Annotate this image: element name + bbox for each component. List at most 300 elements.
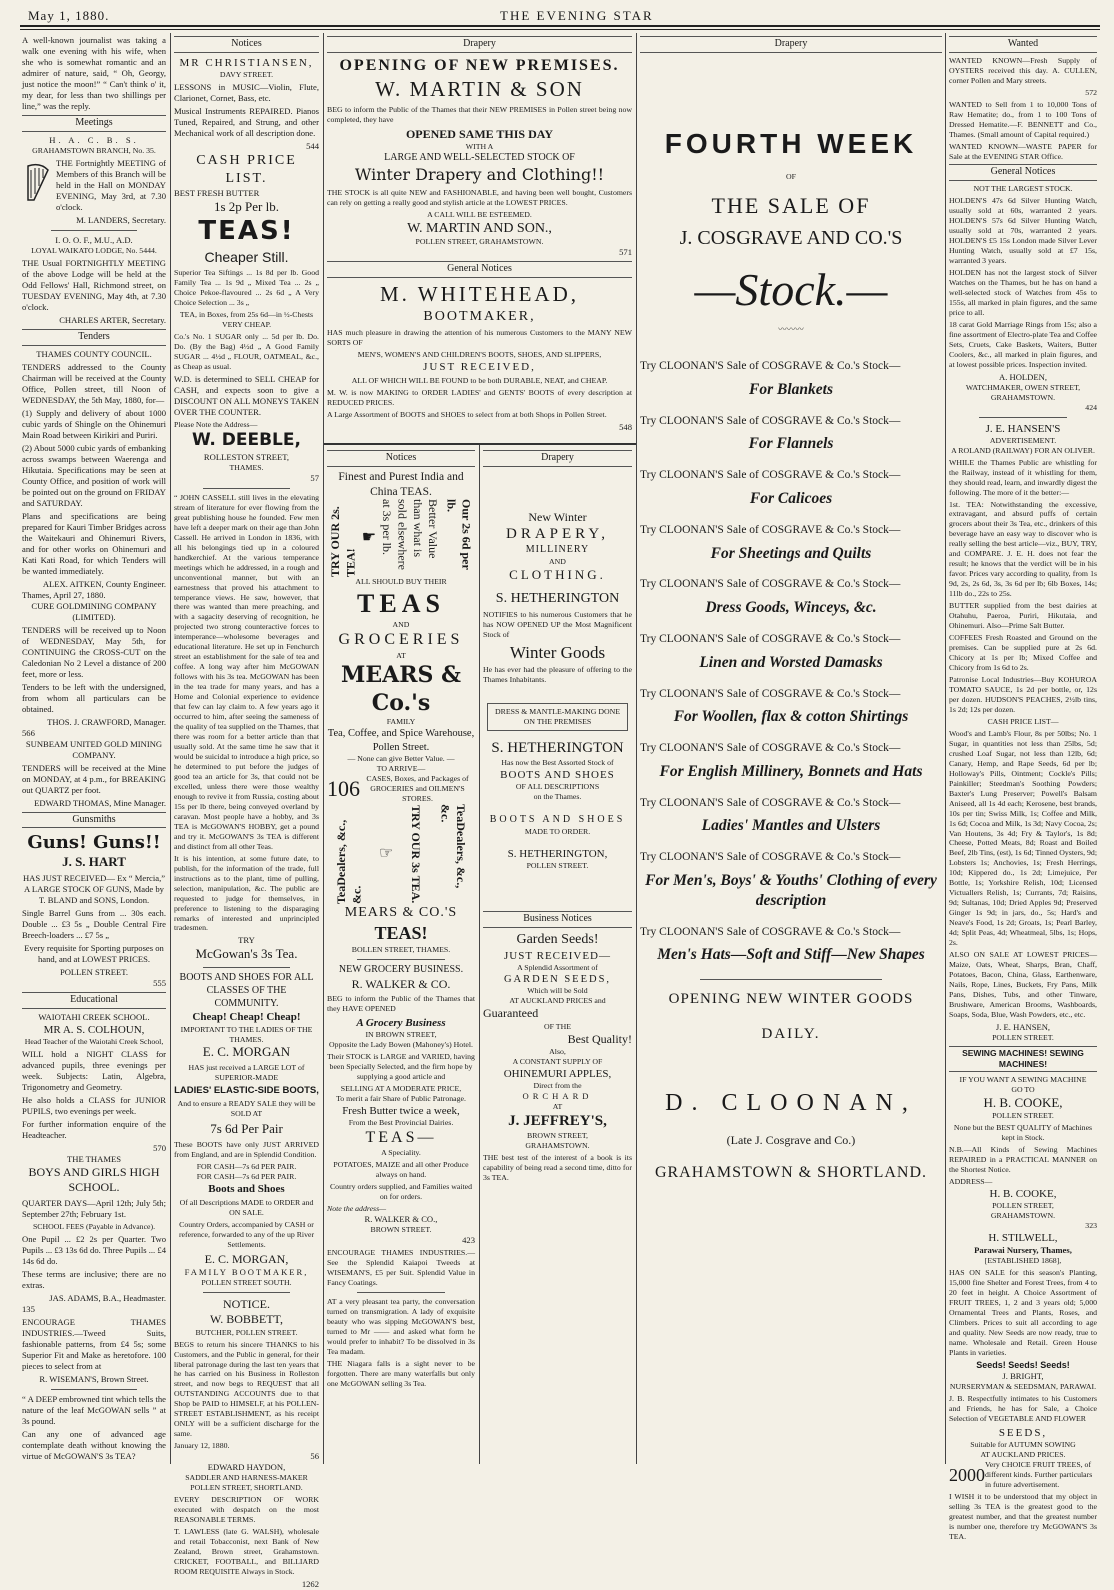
- boots-title: BOOTS AND SHOES FOR ALL CLASSES OF THE COMMUNITY.: [179, 972, 314, 1009]
- tcc-body: TENDERS addressed to the County Chairman will be received at the County Office, Pollen street, till Noon of WEDNESDAY, the 5th May, 1880, for—: [22, 361, 166, 405]
- morgan-sub: FAMILY BOOTMAKER,: [184, 1266, 309, 1277]
- holden-address: WATCHMAKER, OWEN STREET, GRAHAMSTOWN.: [965, 382, 1081, 402]
- bollen-street: BOLLEN STREET, THAMES.: [351, 944, 451, 954]
- divider: [203, 1292, 290, 1293]
- hart-address: POLLEN STREET.: [59, 966, 129, 977]
- christiansen-street: DAVY STREET.: [219, 69, 274, 79]
- whitehead-name: M. WHITEHEAD,: [379, 282, 579, 307]
- large-stock: LARGE AND WELL-SELECTED STOCK OF: [384, 152, 575, 164]
- cooke-town: GRAHAMSTOWN.: [990, 1211, 1056, 1221]
- boys-quarter: QUARTER DAYS—April 12th; July 5th; September 27th; February 1st.: [22, 1197, 166, 1219]
- pollen-street: POLLEN STREET.: [526, 861, 589, 871]
- cure-signature: THOS. J. CRAWFORD, Manager.: [47, 716, 166, 727]
- hacbs-notice: [22, 158, 166, 226]
- encourage-kaiapoi: ENCOURAGE THAMES INDUSTRIES.—See the Splendid Kaiapoi Tweeds at WISEMAN'S, £5 per Suit. Splendid Value in Fancy Coatings.: [327, 1248, 475, 1287]
- call-esteemed: A CALL WILL BE ESTEEMED.: [427, 209, 532, 219]
- divider: [203, 488, 290, 489]
- boys-fees-head: SCHOOL FEES (Payable in Advance).: [32, 1221, 156, 1231]
- try-cloonan-line: Try CLOONAN'S Sale of COSGRAVE & Co.'s Stock—: [640, 414, 901, 427]
- stock-item: For English Millinery, Bonnets and Hats: [659, 762, 923, 780]
- haydon-sub: SADDLER AND HARNESS-MAKER: [185, 1473, 308, 1483]
- hetherington-name: S. HETHERINGTON: [495, 590, 620, 606]
- morgan-body-5: Country Orders, accompanied by CASH or reference, forwarded to any of the up River Settlements.: [178, 1219, 315, 1249]
- section-header-business: Business Notices: [483, 911, 632, 928]
- of-label: OF: [786, 171, 796, 181]
- grocery-business: A Grocery Business: [356, 1016, 446, 1029]
- bobbett-date: January 12, 1880.: [174, 1441, 230, 1451]
- try-label: TRY: [238, 935, 255, 946]
- stock-item: Men's Hats—Soft and Stiff—New Shapes: [657, 946, 925, 964]
- stilwell-est: [ESTABLISHED 1868],: [984, 1256, 1062, 1266]
- none-better: — None can give Better Value. —: [347, 754, 455, 764]
- ad-number: 572: [1085, 87, 1097, 97]
- stilwell-body: HAS ON SALE for this season's Planting, 15,000 fine Shelter and Forest Trees, from 4 to 20 feet in height. A Choice Assortment of FRUIT TREES, 1, 2 and 3 years old; 5,000 Ornamental Trees and Plants, Roses, and Climbers. Prices to suit all according to age and quality. New Seeds are now ready, true to name. Wholesale and Retail. Green House Plants in varieties.: [949, 1268, 1097, 1357]
- section-header-educational: Educational: [22, 992, 166, 1009]
- holden-body: HOLDEN'S 47s 6d Silver Hunting Watch, usually sold at 60s, warranted 2 years. HOLDEN'S 57s 6d Silver Hunting Watch, usually sold at 70s, warranted 2 years. HOLDEN'S £5 15s London made Silver Lever Hunting Watch, usually sold at £7 15s, warranted 3 years.: [949, 196, 1097, 266]
- hansen-body-4: COFFEES Fresh Roasted and Ground on the premises. Can be supplied pure at 2s 6d. Chicory at 1s per lb; Mixed Coffee and Chicory from 1s 6d to 2s.: [949, 633, 1097, 673]
- grocery-title: NEW GROCERY BUSINESS.: [338, 963, 464, 975]
- haydon-name: EDWARD HAYDON,: [207, 1462, 286, 1473]
- boys-title-2: BOYS AND GIRLS HIGH SCHOOL.: [28, 1164, 160, 1195]
- deep-tint-body: “ A DEEP embrowned tint which tells the nature of the leaf McGOWAN sells ” at 3s pound.: [22, 1393, 166, 1426]
- tea-price-list: Superior Tea Siftings ... 1s 8d per lb. Good Family Tea ... 1s 9d „ Mixed Tea ... 2s „ Choice Pekoe-flavoured ... 2s 6d „ A Very Choice Selection ... 3s „: [174, 268, 319, 308]
- stock-item: Dress Goods, Winceys, &c.: [705, 599, 877, 617]
- clothing: CLOTHING.: [509, 567, 606, 583]
- bobbett-sub: BUTCHER, POLLEN STREET.: [195, 1327, 298, 1337]
- just-received: JUST RECEIVED,: [423, 360, 536, 373]
- ad-number: 424: [1085, 402, 1097, 412]
- column-divider: [170, 33, 171, 1464]
- hacbs-body: THE Fortnightly MEETING of Members of this Branch will be held in the Hall on MONDAY EVENING, May 3rd, at 7.30 o'clock.: [56, 157, 166, 212]
- opposite-hotel: Opposite the Lady Bowen (Mahoney's) Hotel.: [329, 1039, 473, 1049]
- hansen-body: WHILE the Thames Public are whistling for the Railway, instead of it whistling for them, they should read, learn, and inwardly digest the following. The more of it the better:—: [949, 457, 1097, 497]
- morgan-address: POLLEN STREET SOUTH.: [201, 1277, 292, 1287]
- ioof-lodge: LOYAL WAIKATO LODGE, No. 5444.: [31, 245, 157, 255]
- ad-number: 135: [22, 1303, 35, 1314]
- hansen-sub: ADVERTISEMENT.: [989, 435, 1057, 445]
- whitehead-body-5: A Large Assortment of BOOTS and SHOES to select from at both Shops in Pollen Street.: [327, 409, 607, 419]
- pleasure: He has ever had the pleasure of offering to the Thames Inhabitants.: [483, 665, 632, 685]
- hetherington-name-2: S. HETHERINGTON: [491, 740, 624, 757]
- whitehead-body: HAS much pleasure in drawing the attention of his numerous Customers to the MANY NEW SORTS OF: [327, 328, 632, 347]
- column-1: [22, 33, 166, 1464]
- with-a: WITH A: [465, 142, 494, 152]
- divider: [979, 417, 1068, 418]
- stock-item: For Calicoes: [749, 490, 833, 508]
- tcc-plans: Plans and specifications are being prepared for Kauri Timber Bridges across the Waitekauri and Ohinemuri Rivers, and for other works on Ohinemuri and Kati Kati Road, for which Tenders will be wanted immediately.: [22, 510, 166, 576]
- harp-emblem-icon: [22, 160, 52, 204]
- has-now: Has now the Best Assorted Stock of: [501, 758, 614, 768]
- holden-name: A. HOLDEN,: [999, 371, 1047, 382]
- try-cloonan-line: Try CLOONAN'S Sale of COSGRAVE & Co.'s Stock—: [640, 925, 901, 938]
- christiansen-body: LESSONS in MUSIC—Violin, Flute, Clarionet, Cornet, Bass, etc.: [174, 81, 319, 103]
- ad-number: 1262: [301, 1578, 319, 1589]
- colhoun-sub: Head Teacher of the Waiotahi Creek School,: [24, 1036, 164, 1046]
- try-cloonan-line: Try CLOONAN'S Sale of COSGRAVE & Co.'s Stock—: [640, 578, 901, 591]
- cooke-street: POLLEN STREET,: [992, 1201, 1054, 1211]
- tcc-title: THAMES COUNTY COUNCIL.: [36, 348, 152, 359]
- column-2: [174, 33, 319, 1589]
- cassell-story: “ JOHN CASSELL still lives in the elevating stream of literature for ever flowing from the great publishing house he founded. Few men have left a deeper mark on their age than John Cassell. He arrived in London in 1836, with all his belongings tied up in a coloured handkerchief. At the various temperance meetings which he addressed, in a rough and unconventional manner, but with an earnestness that proved his attachment to temperance views. He saw, however, that there was wanted than mere preaching, and with a sagacity deserving of recognition, he projected two strong counteractive forces to intemperance—wholesome beverages and educational literature. He set up in Fenchurch street an establishment for the sale of tea and coffee. A long way after him McGOWAN follows with his 3s tea. McGOWAN has been in the tea trade for many years, and has a Home and Colonial experience to evidence that few can lay claim to. A few years ago it occurred to him, after seeing the sameness of the quality of tea supplied on the Thames, that there was room for a better article than that usually sold. At the same time he saw that it would be suicidal to introduce a high price, so he determined to put before the judges of good tea an article for 3s, that could not be excelled, unless there were those wealthy enough to revive it from Russia, costing about 15s per lb there, being conveyed overland by caravan. Most people have a hobby, and 3s TEA is McGOWAN'S HOBBY, get a pound and try it. McGOWAN'S 3s TEA is different and distinct from all other Teas.: [174, 492, 319, 851]
- martin-address: POLLEN STREET, GRAHAMSTOWN.: [415, 237, 544, 247]
- country-orders: Country orders supplied, and Families waited on for orders.: [329, 1182, 473, 1202]
- butter-label: BEST FRESH BUTTER: [174, 187, 260, 198]
- column-4: [483, 447, 632, 1464]
- mcgowan-tea: McGowan's 3s Tea.: [195, 946, 298, 962]
- just-received: JUST RECEIVED—: [504, 949, 611, 962]
- teas-3: TEAS—: [365, 1128, 437, 1146]
- stock-item: For Sheetings and Quilts: [710, 544, 872, 562]
- wanted-hematite: WANTED to Sell from 1 to 10,000 Tons of Raw Hematite; do., from 1 to 100 Tons of Dressed Hematite.—F. BENNETT and Co., Thames. (Small amount of Capital required.): [949, 99, 1097, 139]
- stock-item: For Blankets: [749, 380, 833, 398]
- bright-sub: NURSERYMAN & SEEDSMAN, PARAWAI.: [949, 1382, 1097, 1392]
- at-label: AT: [552, 1101, 563, 1111]
- holden-body-3: 18 carat Gold Marriage Rings from 15s; also a fine assortment of Electro-plate Tea and Coffee Sets, Cruets, Cake Baskets, Waiters, Butter Coolers, &c., all marked in plain figures, and at lowest possible prices. Inspection invited.: [949, 319, 1097, 369]
- try-cloonan-line: Try CLOONAN'S Sale of COSGRAVE & Co.'s Stock—: [640, 687, 901, 700]
- mears-co: MEARS & Co.'s: [341, 661, 461, 717]
- teas-2: TEAS!: [374, 922, 428, 943]
- seeds-header: Seeds! Seeds! Seeds!: [976, 1359, 1070, 1370]
- opened-line: OPENED SAME THIS DAY: [405, 127, 554, 142]
- late-cosgrave: (Late J. Cosgrave and Co.): [726, 1133, 856, 1148]
- try-cloonan-line: Try CLOONAN'S Sale of COSGRAVE & Co.'s Stock—: [640, 632, 901, 645]
- winter-goods: Winter Goods: [509, 642, 606, 662]
- boots-shoes: Boots and Shoes: [208, 1182, 285, 1195]
- morgan-body-4: Of all Descriptions MADE to ORDER and ON SALE.: [179, 1197, 314, 1217]
- auckland-prices: AT AUCKLAND PRICES and: [509, 996, 606, 1006]
- sugar-list: Co.'s No. 1 SUGAR only ... 5d per lb. Do. Do. (By the Bag) 4½d „ A Good Family SUGAR ... 4½d „ FLOUR, OATMEAL, &c., as Cheap as usual.: [174, 332, 319, 372]
- cooke-signature: H. B. COOKE,: [989, 1187, 1057, 1200]
- tea-dealers-box: [327, 804, 475, 904]
- ioof-signature: CHARLES ARTER, Secretary.: [59, 314, 166, 325]
- all-should-buy: ALL SHOULD BUY THEIR: [355, 577, 447, 587]
- opening-title: OPENING OF NEW PREMISES.: [339, 56, 620, 74]
- masthead: [20, 8, 1100, 22]
- martin-signature: W. MARTIN AND SON.,: [407, 220, 552, 236]
- hacbs-title: H. A. C. B. S.: [49, 134, 139, 145]
- colhoun-body: WILL hold a NIGHT CLASS for advanced pupils, three evenings per week. Subjects: Latin, Algebra, Trigonometry and Geometry.: [22, 1048, 166, 1092]
- stock-item-list: [640, 359, 942, 965]
- family-label: FAMILY: [386, 717, 416, 727]
- hansen-body-3: BUTTER supplied from the best dairies at Otahuhu, Paeroa, Puriri, Hikutaia, and Ohinemuri. Also—Prime Salt Butter.: [949, 601, 1097, 631]
- cooke-body-2: N.B.—All Kinds of Sewing Machines REPAIRED in a PRACTICAL MANNER on the Shortest Notice.: [949, 1145, 1097, 1175]
- section-header-drapery: Drapery: [483, 450, 632, 467]
- specialty: A Speciality.: [381, 1148, 421, 1158]
- christiansen-name: MR CHRISTIANSEN,: [179, 56, 314, 69]
- selling-price: SELLING AT A MODERATE PRICE,: [340, 1083, 462, 1093]
- cooke-address: POLLEN STREET.: [992, 1111, 1054, 1121]
- divider: [51, 230, 137, 231]
- haydon-address: POLLEN STREET, SHORTLAND.: [190, 1483, 303, 1493]
- column-divider: [479, 445, 480, 1464]
- colhoun-body-3: For further information enquire of the Headteacher.: [22, 1118, 166, 1140]
- sale-of: THE SALE OF: [711, 192, 871, 218]
- tea-dealers-right: TeaDealers, &c., &c.: [438, 803, 468, 889]
- on-thames: on the Thames.: [533, 792, 582, 802]
- sunbeam-signature: EDWARD THOMAS, Mine Manager.: [34, 797, 166, 808]
- our-2s6d: Our 2s 6d per lb.: [444, 499, 474, 570]
- niagara: THE Niagara falls is a sight never to be forgotten. There are many waterfalls but only one McGOWAN selling 3s Tea.: [327, 1358, 475, 1388]
- cheaper-still: Cheaper Still.: [204, 248, 289, 265]
- stock-item: Linen and Worsted Damasks: [699, 653, 883, 671]
- hacbs-signature: M. LANDERS, Secretary.: [76, 214, 166, 225]
- divider: [51, 1389, 137, 1390]
- cooke-address-label: ADDRESS—: [949, 1177, 993, 1187]
- holden-body-2: HOLDEN has not the largest stock of Silver Watches on the Thames, but he has on hand a well-selected stock of Watches from 45s to 155s, all marked in plain figures, and the same price to all.: [949, 268, 1097, 317]
- opening-new-winter: OPENING NEW WINTER GOODS: [668, 991, 914, 1008]
- section-header-wanted: Wanted: [949, 36, 1097, 53]
- paper-title: THE EVENING STAR: [500, 8, 654, 23]
- bright-at: AT AUCKLAND PRICES.: [980, 1450, 1066, 1460]
- grahamstown: GRAHAMSTOWN.: [525, 1141, 590, 1151]
- notice-title: NOTICE.: [223, 1296, 270, 1311]
- try-cloonan-line: Try CLOONAN'S Sale of COSGRAVE & Co.'s Stock—: [640, 469, 901, 482]
- cash-line-2: FOR CASH—7s 6d PER PAIR.: [196, 1171, 297, 1181]
- bright-body: J. B. Respectfully intimates to his Customers and Friends, he has for Sale, a Choice Selection of VEGETABLE AND FLOWER: [949, 1394, 1097, 1424]
- bright-suitable: Suitable for AUTUMN SOWING: [970, 1440, 1076, 1450]
- try-cloonan-line: Try CLOONAN'S Sale of COSGRAVE & Co.'s Stock—: [640, 742, 901, 755]
- divider: [203, 967, 290, 968]
- important-ladies: IMPORTANT TO THE LADIES OF THE THAMES.: [180, 1024, 313, 1044]
- walker-name: R. WALKER & CO.: [351, 976, 451, 991]
- bright-number: 2000: [949, 1464, 985, 1485]
- teas-headline: TEAS!: [198, 216, 295, 247]
- hansen-also: ALSO ON SALE AT LOWEST PRICES—Maize, Oats, Wheat, Sharps, Bran, Chaff, Potatoes, Bacon, China, Glass, Earthenware, Nails, Rope, Lines, Buckets, Fry Pans, Milk Pans, Dishes, Tubs, and other Tinware, Brushware, American Brooms, Washboards, Soaps, Soda, Blue, Wash Powders, etc., etc.: [949, 950, 1097, 1019]
- ad-number: 423: [462, 1235, 475, 1246]
- walker-body-2: Their STOCK is LARGE and VARIED, having been Specially Selected, and the firm hope by supplying a good article and: [327, 1051, 475, 1081]
- daily: DAILY.: [761, 1026, 821, 1043]
- sunbeam-body: TENDERS will be received at the Mine on MONDAY, at 4 p.m., for BREAKING out QUARTZ per foot.: [22, 762, 166, 795]
- tcc-date: Thames, April 27, 1880.: [22, 589, 106, 600]
- bobbett-body: BEGS to return his sincere THANKS to his Customers, and the Public in general, for their liberal patronage during the last ten years that he has carried on his Business in Rolleston street, and now begs to REQUEST that all OUTSTANDING ACCOUNTS due to that Shop be PAID to HIMSELF, at his POLLEN-STREET ESTABLISHMENT, as his receipt ONLY will be a sufficient discharge for the same.: [174, 1339, 319, 1439]
- family-body: Tea, Coffee, and Spice Warehouse, Pollen Street.: [327, 728, 475, 753]
- boys-title-1: THE THAMES: [66, 1153, 122, 1164]
- tea-hand-box: [327, 499, 475, 577]
- deeble-note: W.D. is determined to SELL CHEAP for CASH, and expects soon to give a DISCOUNT ON ALL MONEYS TAKEN OVER THE COUNTER.: [174, 374, 319, 418]
- divider: [357, 1292, 446, 1293]
- lawless-body: T. LAWLESS (late G. WALSH), wholesale and retail Tobacconist, next Bank of New Zealand, Brown street, Grahamstown. CRICKET, FOOTBALL, and BILLIARD ROOM REQUISITE Always in Stock.: [174, 1527, 319, 1576]
- millinery: MILLINERY: [525, 544, 590, 556]
- tea-dealers-left: TeaDealers, &c., &c.: [334, 819, 364, 904]
- whitehead-body-3: ALL OF WHICH WILL BE FOUND to be both DURABLE, NEAT, and CHEAP.: [351, 376, 608, 386]
- winter-drapery: Winter Drapery and Clothing!!: [354, 165, 605, 185]
- boys-fees-note: These terms are inclusive; there are no extras.: [22, 1268, 166, 1290]
- morgan-body-2: And to ensure a READY SALE they will be SOLD AT: [177, 1099, 316, 1119]
- haydon-body: EVERY DESCRIPTION OF WORK executed with despatch on the most REASONABLE TERMS.: [174, 1495, 319, 1525]
- morgan-signature: E. C. MORGAN,: [204, 1251, 289, 1266]
- hart-every: Every requisite for Sporting purposes on hand, and at LOWEST PRICES.: [24, 942, 164, 964]
- cure-body-2: Tenders to be left with the undersigned, from whom all particulars can be obtained.: [22, 681, 166, 714]
- of-the: OF THE: [544, 1021, 571, 1031]
- colhoun-body-2: He also holds a CLASS for JUNIOR PUPILS, two evenings per week.: [22, 1094, 166, 1116]
- notifies: NOTIFIES to his numerous Customers that he has NOW OPENED UP the Most Magnificent Stock of: [483, 609, 632, 639]
- column-divider: [636, 33, 637, 1464]
- butter-price: 1s 2p Per lb.: [214, 198, 279, 214]
- dress-making-box: DRESS & MANTLE-MAKING DONE ON THE PREMISES: [487, 703, 628, 731]
- stock-headline: —Stock.—: [694, 264, 888, 316]
- encourage-body: ENCOURAGE THAMES INDUSTRIES.—Tweed Suits, fashionable patterns, from £4 5s; some Superior Fit and Make as heretofore. 100 pieces to select from at: [22, 1316, 166, 1371]
- tea-boxes: TEA, in Boxes, from 25s 6d—in ½-Chests VERY CHEAP.: [179, 310, 314, 330]
- drapery-title: DRAPERY,: [505, 526, 609, 543]
- divider: [357, 959, 446, 960]
- arrive-number: 106: [327, 775, 360, 801]
- bright-fruit: Very CHOICE FRUIT TREES, of different kinds. Further particulars in future advertisement.: [985, 1460, 1093, 1490]
- mears-co-2: MEARS & CO.'S: [344, 904, 458, 920]
- section-header-notices: Notices: [174, 36, 319, 53]
- go-to: GO TO: [1011, 1084, 1035, 1094]
- ad-number: 56: [310, 1451, 319, 1462]
- and-label: AND: [392, 620, 410, 630]
- ladies-boots: LADIES' ELASTIC-SIDE BOOTS,: [174, 1085, 319, 1097]
- at-label: AT: [396, 650, 406, 660]
- spacer: [640, 56, 942, 126]
- whitehead-body-2: MEN'S, WOMEN'S AND CHILDREN'S BOOTS, SHOES, AND SLIPPERS,: [357, 349, 602, 359]
- ad-number: 548: [619, 421, 632, 432]
- section-header-tenders: Tenders: [22, 329, 166, 346]
- wanted-waste-paper: WANTED KNOWN—WASTE PAPER for Sale at the EVENING STAR Office.: [949, 141, 1097, 161]
- deeble-name: W. DEEBLE,: [192, 430, 301, 451]
- waiotahi-title: WAIOTAHI CREEK SCHOOL.: [38, 1011, 150, 1022]
- best-quality: Best Quality!: [567, 1031, 632, 1046]
- ad-number: 570: [153, 1142, 166, 1153]
- hart-name: J. S. HART: [62, 854, 126, 870]
- better-value: Better Value than what is sold elsewhere at 3s per lb.: [380, 499, 441, 571]
- splendid: A Splendid Assortment of: [517, 962, 598, 972]
- cooke-body: None but the BEST QUALITY of Machines kept in Stock.: [953, 1123, 1093, 1143]
- arrive-body: CASES, Boxes, and Packages of GROCERIES and OILMEN'S STORES.: [366, 773, 469, 803]
- teas-big: TEAS: [357, 589, 445, 619]
- tcc-item-2: (2) About 5000 cubic yards of embanking across swamps between Waerenga and Hikutaia. Specifications may be seen at County Office, and position of work will be pointed out on the ground on FRIDAY and SATURDAY.: [22, 442, 166, 508]
- best-test: THE best test of the interest of a book is its capability of being read a second time, ditto for 3s TEA.: [483, 1153, 632, 1182]
- if-you-want: IF YOU WANT A SEWING MACHINE: [959, 1074, 1087, 1084]
- ad-number: 544: [306, 140, 319, 151]
- deeble-town: THAMES.: [229, 462, 264, 472]
- cheap-line: Cheap! Cheap! Cheap!: [192, 1011, 301, 1024]
- hansen-body-2: 1st. TEA: Notwithstanding the excessive, extravagant, and absurd puffs of certain grocers about their 3s Tea, etc., drinkers of this beverage have an easy way to discover who is really selling the best article—viz., BUY, TRY, and COMPARE. J. E. H. does not fear the result; he knows that the verdict will be in his favor. Prices vary according to quality, from 1s 9d, 2s, 2s 6d, 3s, 3s 6d per lb; 6lb Boxes, 14s; 11lb do., 22s to 25s.: [949, 499, 1097, 599]
- tcc-item-1: (1) Supply and delivery of about 1000 cubic yards of Shingle on the Ohinemuri Main Road between Kirikiri and Puriri.: [22, 407, 166, 440]
- best-dairies: From the Best Provincial Dairies.: [348, 1117, 454, 1127]
- made-to-order: MADE TO ORDER.: [524, 827, 591, 837]
- bobbett-name: W. BOBBETT,: [209, 1312, 283, 1327]
- also: Also,: [549, 1046, 566, 1056]
- grahamstown-shortland: GRAHAMSTOWN & SHORTLAND.: [654, 1163, 928, 1181]
- hart-prices: Single Barrel Guns from ... 30s each. Double ... £3 5s „ Double Central Fire Breech-loaders ... £7 5s „: [22, 907, 166, 940]
- column-3-top: [327, 33, 632, 453]
- stock-item: For Flannels: [748, 435, 834, 453]
- tcc-signature: ALEX. AITKEN, County Engineer.: [42, 578, 166, 589]
- try-our-2s: TRY OUR 2s. TEA!: [328, 506, 358, 578]
- martin-body-2: THE STOCK is all quite NEW and FASHIONABLE, and having been well bought, Customers can rely on getting a really good and stylish article at the LOWEST PRICES.: [327, 187, 632, 207]
- note-address: Note the address—: [327, 1204, 387, 1214]
- martin-name: W. MARTIN & SON: [375, 77, 584, 102]
- christiansen-body-2: Musical Instruments REPAIRED. Pianos Tuned, Repaired, and Strung, and other Mechanical work of all description done.: [174, 105, 319, 138]
- try-cloonan-line: Try CLOONAN'S Sale of COSGRAVE & Co.'s Stock—: [640, 796, 901, 809]
- walker-body: BEG to inform the Public of the Thames that they HAVE OPENED: [327, 993, 475, 1013]
- flourish: 〰〰〰: [778, 324, 804, 335]
- hansen-road: A ROLAND (RAILWAY) FOR AN OLIVER.: [951, 445, 1095, 455]
- section-header-notices: Notices: [327, 450, 475, 467]
- in-brown-street: IN BROWN STREET,: [365, 1029, 437, 1039]
- cure-body: TENDERS will be received up to Noon of WEDNESDAY, May 5th, for CONTINUING the CROSS-CUT on the Caledonian No 2 Level a distance of 200 feet, more or less.: [22, 624, 166, 679]
- boys-fees: One Pupil ... £2 2s per Quarter. Two Pupils ... £3 13s 6d do. Three Pupils ... £4 14s 6d do.: [22, 1233, 166, 1266]
- pair-price: 7s 6d Per Pair: [210, 1121, 283, 1137]
- cure-title: CURE GOLDMINING COMPANY (LIMITED).: [31, 600, 157, 622]
- ad-number: 571: [619, 247, 632, 258]
- sewing-header: SEWING MACHINES! SEWING MACHINES!: [949, 1046, 1097, 1072]
- journalist-anecdote: A well-known journalist was taking a walk one evening with his wife, when she who is somewhat romantic and an admirer of nature, said, “ Oh, Georgy, just notice the moon!” “ Can't think o' it, my dear, for less than two shillings per line,” was the reply.: [22, 35, 166, 111]
- section-header-general-notices: General Notices: [327, 261, 632, 278]
- section-header-general-notices: General Notices: [949, 164, 1097, 181]
- stock-item: Ladies' Mantles and Ulsters: [701, 817, 881, 835]
- hacbs-branch: GRAHAMSTOWN BRANCH, No. 35.: [32, 145, 156, 155]
- encourage-signature: R. WISEMAN'S, Brown Street.: [39, 1373, 149, 1384]
- column-divider: [945, 33, 946, 1464]
- merit-line: To merit a fair Share of Public Patronage.: [336, 1093, 466, 1103]
- cash-body: Wood's and Lamb's Flour, 8s per 50lbs; No. 1 Sugar, in quantities not less than 25lbs, 5d; crushed Loaf Sugar, not less than 12lb, 6d; Canary, Hemp, and Rape Seeds, 6d per lb; Holloway's Pills, Ointment; Cockle's Pills; Painkiller; Steedman's Soothing Powders; Baxter's Lung Preserver; Powell's Balsam Aniseed, all 1s 4d each; Kerosene, best brands, 10s per tin; Swiss Milk, 1s; Coffee and Milk, 1s 6d; Cocoa and Milk, 1s 3d; Navy Cocoa, 2s; Van Houtens, 3s 4d; Fry & Taylor's, 1s 8d; Cheese, Potted Meats, 8d; Roast and Boiled Beef, 2lb Tins, (est), 1s 6d; Tinned Oysters, 9d; Lobsters 1s; Anchovies, 1s; Fresh Herrings, 10d; Kippered do., 1s 2d; Limejuice, Per Bottle, 1s; Yorkshire Relish, 10d; Licensed Victuallers Relish, 1s; Currants, 7d; Raisins, 9d; Sultanas, 10d; Dried Apples 9d; Preserved Ginger 1s 9d; in jars, do., 5s; Hard's and Neave's Food, 1s 2d; Groats, 1s; Pearl Barley, 4d; Split Peas, 4d; Wheatmeal, 5lbs, 1s; Hops, 2s.: [949, 728, 1097, 948]
- which-sold: Which will be Sold: [527, 986, 588, 996]
- cloonan-name: D. CLOONAN,: [665, 1090, 917, 1117]
- brown-street: BROWN STREET,: [527, 1131, 588, 1141]
- colhoun-name: MR A. S. COLHOUN,: [43, 1023, 145, 1036]
- boys-signature: JAS. ADAMS, B.A., Headmaster.: [49, 1292, 166, 1303]
- garden-title: Garden Seeds!: [516, 931, 599, 947]
- cash-price-list-title: CASH PRICE LIST.: [196, 152, 297, 186]
- guaranteed: Guaranteed: [483, 1006, 539, 1021]
- hetherington-name-3: S. HETHERINGTON,: [507, 848, 608, 861]
- hansen-signature: J. E. HANSEN,: [995, 1021, 1051, 1032]
- of-all: OF ALL DESCRIPTIONS: [515, 782, 600, 792]
- issue-date: May 1, 1880.: [28, 8, 110, 23]
- ad-number: 57: [310, 472, 319, 483]
- column-6: [949, 33, 1097, 1541]
- section-header-gunsmiths: Gunsmiths: [22, 812, 166, 829]
- morgan-body: HAS just received a LARGE LOT of SUPERIOR-MADE: [188, 1063, 305, 1083]
- section-rule: [324, 443, 636, 445]
- stilwell-nursery: Parawai Nursery, Thames,: [974, 1245, 1072, 1256]
- ioof-title: I. O. O. F., M.U., A.D.: [55, 234, 133, 245]
- section-header-meetings: Meetings: [22, 115, 166, 132]
- finest-teas: Finest and Purest India and China TEAS.: [338, 470, 464, 498]
- new-winter: New Winter: [528, 509, 587, 524]
- column-divider: [323, 33, 324, 1464]
- stock-item: For Woollen, flax & cotton Shirtings: [673, 708, 909, 726]
- garden-seeds: GARDEN SEEDS,: [503, 973, 612, 985]
- deeble-address: ROLLESTON STREET,: [203, 451, 290, 462]
- bright-name: J. BRIGHT,: [1002, 1371, 1044, 1382]
- hart-body: HAS JUST RECEIVED— Ex “ Mercia,” A LARGE STOCK OF GUNS, Made by T. BLAND and SONS, London.: [22, 872, 166, 905]
- try-cloonan-line: Try CLOONAN'S Sale of COSGRAVE & Co.'s Stock—: [640, 523, 901, 536]
- column-5: [640, 33, 942, 1464]
- to-arrive: TO ARRIVE—: [376, 764, 426, 773]
- boots-shoes: BOOTS AND SHOES: [500, 769, 615, 782]
- stock-item: For Men's, Boys' & Youths' Clothing of every description: [645, 871, 937, 909]
- try-cloonan-line: Try CLOONAN'S Sale of COSGRAVE & Co.'s Stock—: [640, 360, 901, 373]
- spacer: [483, 470, 632, 510]
- hansen-address: POLLEN STREET.: [992, 1032, 1054, 1042]
- whitehead-body-4: M. W. is now MAKING to ORDER LADIES' and GENTS' BOOTS of every description at REDUCED PRICES.: [327, 387, 632, 407]
- constant-supply: A CONSTANT SUPPLY OF: [512, 1056, 603, 1066]
- column-3a: [327, 447, 475, 1464]
- bright-seeds: SEEDS,: [998, 1427, 1048, 1440]
- groceries: GROCERIES: [338, 631, 464, 649]
- potatoes: POTATOES, MAIZE and all other Produce always on hand.: [333, 1160, 469, 1180]
- cosgrave-title: J. COSGRAVE AND CO.'S: [679, 226, 903, 249]
- boots-shoes-2: BOOTS AND SHOES: [489, 814, 626, 826]
- morgan-name: E. C. MORGAN: [202, 1044, 291, 1060]
- ad-number: 555: [153, 977, 166, 988]
- direct-from: Direct from the: [533, 1080, 582, 1090]
- pointing-hand-icon: ☛: [361, 529, 377, 546]
